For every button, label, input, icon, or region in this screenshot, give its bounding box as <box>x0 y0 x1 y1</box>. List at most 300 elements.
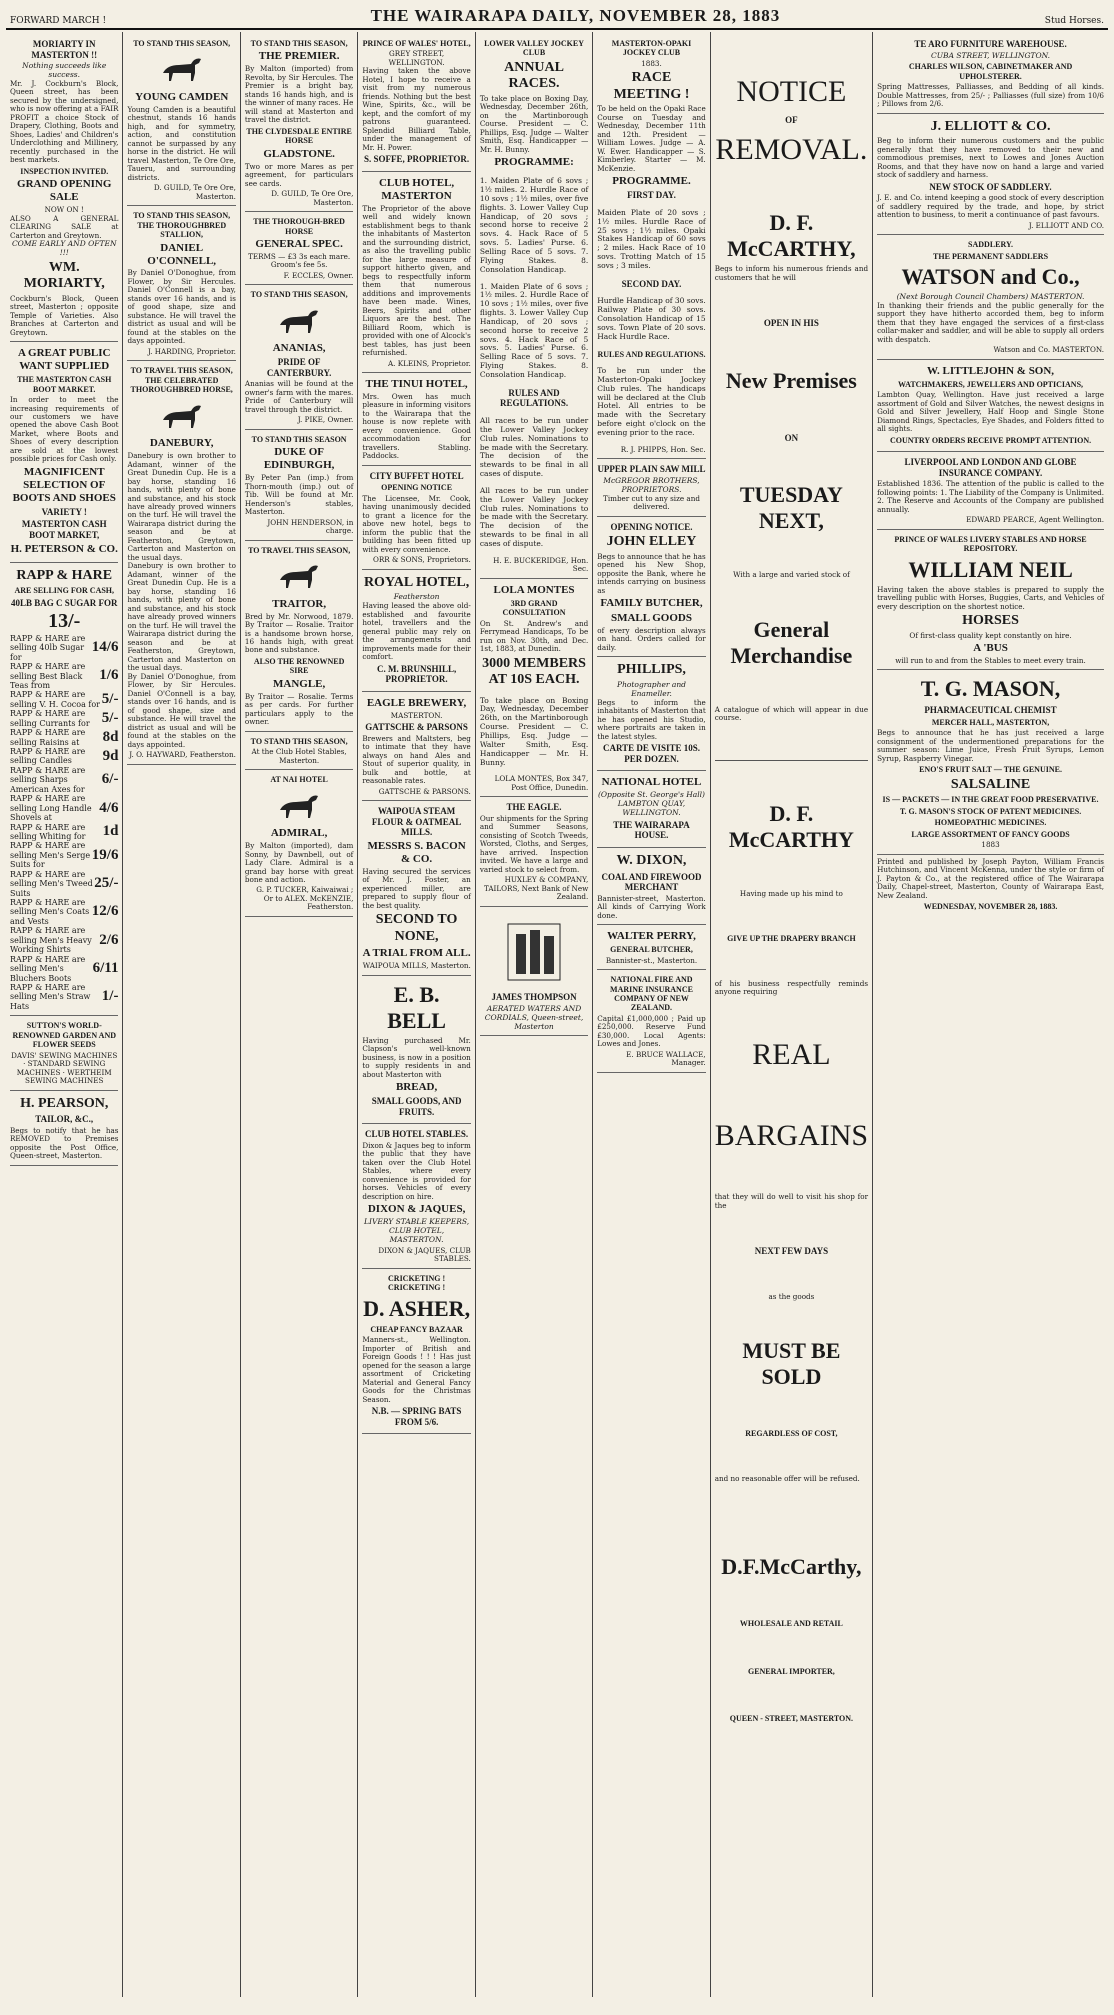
grand-opening-heading: GRAND OPENING SALE <box>17 178 112 204</box>
magnificent-selection: MAGNIFICENT SELECTION OF BOOTS AND SHOES <box>12 465 116 504</box>
club-stables-stallion-ad <box>245 732 353 770</box>
neil-stables-ad <box>877 530 1104 671</box>
royal-heading: ROYAL HOTEL, <box>363 574 470 590</box>
cash-boot-body: In order to meet the increasing requirements of our customers we have opened the above Cash Boot Market, where Boots and Shoes of every description are sold at the lowest possible prices for Cash only. <box>10 395 119 464</box>
traitor-name: TRAITOR, <box>272 597 327 610</box>
lola-body: On St. Andrew's and Ferrymead Handicaps, To be run on Nov. 30th, and Dec. 1st, 1883, at Dunedin. <box>479 618 589 654</box>
bell-body: Having purchased Mr. Clapson's well-known business, is now in a position to supply residents in and about Masterton with <box>362 1035 471 1079</box>
bell-ad <box>362 976 470 1125</box>
lola-conditions: To take place on Boxing Day, Wednesday, December 26th, on the Martinborough Course. President — C. Phillips, Esq. Judge — Walter Smith, Esq. Handicapper — Mr. H. Bunny. <box>479 695 589 767</box>
bacon-body: Having secured the services of Mr. J. Foster, an experienced miller, are prepared to supply flour of the best quality. <box>362 866 471 910</box>
phillips-body: Begs to inform the inhabitants of Masterton that he has opened his Studio, where portraits are taken in the latest styles. <box>597 697 706 741</box>
having-made-up: Having made up his mind to <box>739 888 843 898</box>
admiral-signature: G. P. TUCKER, Kaiwaiwai ; Or to ALEX. McKENZIE, Featherston. <box>256 885 354 912</box>
mangle-name: MANGLE, <box>273 677 326 690</box>
royal-hotel-ad <box>362 570 470 692</box>
price-label: RAPP & HARE are selling Men's Bluchers Boots <box>10 954 86 983</box>
waipoua-heading: WAIPOUA STEAM FLOUR & OATMEAL MILLS. <box>371 806 462 838</box>
opaki-programme: PROGRAMME. <box>612 175 691 188</box>
traitor-heading: TO TRAVEL THIS SEASON, <box>248 545 351 555</box>
rapp-hare-ad <box>10 563 118 1017</box>
price-value: 8d <box>102 728 119 745</box>
sugar-price: 13/- <box>48 610 81 633</box>
eagle-brewery-ad <box>362 692 470 801</box>
club-stables-heading: CLUB HOTEL STABLES. <box>365 1129 469 1140</box>
danebury-heading: TO TRAVEL THIS SEASON, THE CELEBRATED THOROUGHBRED HORSE, <box>130 366 233 395</box>
liverpool-heading: LIVERPOOL AND LONDON AND GLOBE INSURANCE COMPANY. <box>904 457 1077 478</box>
price-label: RAPP & HARE are selling Sharps American Axes for <box>10 765 86 794</box>
pearson-ad <box>10 1091 118 1166</box>
horse-illustration <box>274 560 324 590</box>
of-word: OF <box>785 115 798 126</box>
oconnell-ad <box>127 206 235 361</box>
public-want-heading: A GREAT PUBLIC WANT SUPPLIED <box>17 347 111 373</box>
wales-heading: PRINCE OF WALES' HOTEL, <box>362 39 471 48</box>
tuesday-next: TUESDAY NEXT, <box>739 482 843 534</box>
buffet-sub: OPENING NOTICE <box>381 483 453 493</box>
price-row <box>10 766 118 794</box>
aerated-water-illustration <box>504 914 564 984</box>
neil-name: WILLIAM NEIL <box>908 556 1073 582</box>
spec-signature: F. ECCLES, Owner. <box>283 270 354 280</box>
watson-ad <box>877 235 1104 360</box>
liverpool-signature: EDWARD PEARCE, Agent Wellington. <box>966 515 1104 525</box>
price-label: RAPP & HARE are selling Men's Straw Hats <box>10 982 91 1011</box>
mccarthy-name-3: D.F.McCarthy, <box>721 1554 862 1580</box>
price-label: RAPP & HARE are selling Men's Serge Suits for <box>10 841 91 870</box>
national-hotel-ad <box>597 771 705 848</box>
general-importer: GENERAL IMPORTER, <box>747 1666 835 1676</box>
general-spec-ad <box>245 212 353 285</box>
spec-heading: THE THOROUGH-BRED HORSE <box>253 217 345 236</box>
grand-opening-body: ALSO A GENERAL CLEARING SALE at Carterton and Greytown. <box>10 213 119 240</box>
w-dixon-body: Bannister-street, Masterton. All kinds of Carrying Work done. <box>597 893 706 920</box>
second-day-body: Hurdle Handicap of 30 sovs. Railway Plate of 30 sovs. Consolation Handicap of 15 sovs. Town Plate of 20 sovs. Hack Hurdle Race. <box>597 296 706 341</box>
on-word: ON <box>784 432 799 443</box>
price-label: RAPP & HARE are selling Long Handle Shovels at <box>10 794 92 823</box>
phillips-sub: Photographer and Enameller. <box>617 679 686 698</box>
come-early: COME EARLY AND OFTEN !!! <box>11 239 117 257</box>
perry-sub: GENERAL BUTCHER, <box>610 945 693 955</box>
danebury-signature: J. O. HAYWARD, Featherston. <box>129 750 236 760</box>
perry-heading: WALTER PERRY, <box>607 930 696 943</box>
cash-boot-market-ad <box>10 342 118 562</box>
small-goods-body: of every description always on hand. Orders called for daily. <box>597 626 706 652</box>
wales-location: GREY STREET, WELLINGTON. <box>388 49 445 67</box>
price-value: 9d <box>102 747 119 764</box>
price-value: 6/11 <box>92 959 119 976</box>
elley-heading: OPENING NOTICE. <box>610 521 693 532</box>
danebury-ad <box>127 361 235 764</box>
tinui-body: Mrs. Owen has much pleasure in informing visitors to the Wairarapa that the house is now replete with every convenience. Good accommodation for travellers. Stabling. Paddocks. <box>362 391 471 461</box>
fancy-goods: LARGE ASSORTMENT OF FANCY GOODS <box>911 829 1070 839</box>
reasonable-offer: and no reasonable offer will be refused. <box>714 1473 860 1483</box>
mangle-body: By Traitor — Rosalie. Terms as per cards. For further particulars apply to the owner. <box>244 691 354 727</box>
eagle-body: Brewers and Maltsters, beg to intimate that they have always on hand Ales and Stout of superior quality, in bulk and bottle, at reasonable rates. <box>362 733 471 786</box>
lola-montes-ad <box>480 579 588 798</box>
lola-signature: LOLA MONTES, Box 347, Post Office, Dunedin. <box>494 774 589 792</box>
price-value: 2/6 <box>99 931 119 948</box>
national-sub: (Opposite St. George's Hall) LAMBTON QUAY, WELLINGTON. <box>597 790 705 817</box>
bell-goods: SMALL GOODS, AND FRUITS. <box>371 1096 462 1117</box>
variety-heading: VARIETY ! <box>41 506 87 517</box>
programme-heading: PROGRAMME: <box>494 156 574 169</box>
general-merchandise: General Merchandise <box>730 616 853 668</box>
upper-plain-sawmill-ad <box>597 459 705 516</box>
danebury-body: Danebury is own brother to Adamant, winner of the Great Dunedin Cup. He is a bay horse, standing 16 hands, with plenty of bone and substance, and his stock have already proved winners on the turf. He will travel the Wairarapa district during the season and be at Featherston, Greytown, Carterton and Masterton on the usual days. <box>127 451 236 562</box>
asher-sub: CHEAP FANCY BAZAAR <box>370 1324 463 1334</box>
price-row <box>10 794 118 822</box>
bell-bread: BREAD, <box>395 1081 438 1094</box>
camden-body: Young Camden is a beautiful chestnut, stands 16 hands high, and for symmetry, action, and constitution cannot be surpassed by any horse in the district. He will travel Masterton, Te Ore Ore, Taueru, and surrounding districts. <box>127 104 236 182</box>
price-value: 25/- <box>94 875 119 891</box>
next-few-days: NEXT FEW DAYS <box>754 1246 829 1257</box>
salsaline-heading: SALSALINE <box>950 776 1031 792</box>
edinburgh-heading: TO STAND THIS SEASON <box>251 434 347 444</box>
moriarty-name: WM. MORIARTY, <box>23 259 105 292</box>
littlejohn-sub: WATCHMAKERS, JEWELLERS AND OPTICIANS, <box>898 379 1084 389</box>
annual-races: ANNUAL RACES. <box>504 59 564 92</box>
pride-of-canterbury: PRIDE OF CANTERBURY. <box>266 357 332 378</box>
admiral-heading: AT NAI HOTEL <box>270 775 328 785</box>
prince-of-wales-hotel-ad <box>362 34 470 172</box>
admiral-name: ADMIRAL, <box>270 827 328 840</box>
clydesdale-heading: THE CLYDESDALE ENTIRE HORSE <box>246 126 352 146</box>
notice-heading: NOTICE <box>736 75 847 108</box>
programme-body: 1. Maiden Plate of 6 sovs ; 1½ miles. 2. Hurdle Race of 10 sovs ; 1½ miles, over five flights. 3. Lower Valley Cup Handicap, of 20 sovs ; second horse to receive 2 sovs. 4. Hack Race of 5 sovs. 5. Ladies' Purse. 6. Selling Race of 5 sovs. 7. Flying Stakes. 8. Consolation Handicap. <box>479 176 589 274</box>
price-value: 4/6 <box>99 799 119 816</box>
mason-stock: T. G. MASON'S STOCK OF PATENT MEDICINES. <box>899 806 1082 816</box>
peterson-name: H. PETERSON & CO. <box>10 542 118 555</box>
perry-location: Bannister-st., Masterton. <box>605 955 698 965</box>
column-8 <box>873 32 1108 1997</box>
horses-heading: HORSES <box>962 613 1019 629</box>
eagle-tailor-heading: THE EAGLE. <box>506 802 562 813</box>
oconnell-body: By Daniel O'Donoghue, from Flower, by Sir Hercules. Daniel O'Connell is a bay, stands over 16 hands, and is of good shape, size and substance. He will travel the district as usual and will be found at the stables on the days appointed. <box>127 268 236 346</box>
neil-body: Having taken the above stables is prepared to supply the travelling public with Horses, Buggies, Carts, and Vehicles of every description on the shortest notice. <box>877 584 1104 611</box>
mason-location: MERCER HALL, MASTERTON, <box>931 718 1050 728</box>
mason-sub: PHARMACEUTICAL CHEMIST <box>924 705 1057 716</box>
club-hotel-body: The Proprietor of the above well and widely known establishment begs to thank the inhabitants of Masterton and the surrounding district, as also the travelling public for the large measure of support hitherto given, and begs to respectfully inform them that numerous additions and improvements have been made. Wines, Beers, Spirits and other Liquors are the best. The Billiard Room, which is provided with one of Alcock's best tables, has just been refurnished. <box>362 203 471 358</box>
masthead-right-heading: Stud Horses. <box>1044 16 1104 26</box>
national-insurance-ad <box>597 970 705 1073</box>
kleins-signature: A. KLEINS, Proprietor. <box>387 358 471 368</box>
eagle-signature: GATTSCHE & PARSONS. <box>378 786 471 796</box>
edinburgh-signature: JOHN HENDERSON, in charge. <box>267 517 354 536</box>
price-value: 5/- <box>101 709 119 726</box>
phillips-ad <box>597 657 705 771</box>
second-day: SECOND DAY. <box>621 278 682 289</box>
of-business: of his business respectfully reminds anyone requiring <box>714 978 869 997</box>
lola-heading: LOLA MONTES <box>493 583 575 596</box>
premier-heading: TO STAND THIS SEASON, <box>250 39 348 48</box>
price-label: RAPP & HARE are selling Candles <box>10 747 86 766</box>
mason-body: Begs to announce that he has just received a large consignment of the undermentioned preparations for the summer season: Lime Juice, Fresh Fruit Syrups, Lemon Syrup, Raspberry Vinegar. <box>877 728 1104 763</box>
ananias-signature: J. PIKE, Owner. <box>297 415 354 425</box>
price-row <box>10 841 118 869</box>
horse-illustration <box>157 53 207 83</box>
watson-heading: WATSON and Co., <box>901 264 1080 290</box>
price-value: 19/6 <box>91 846 119 863</box>
eagle-location: MASTERTON. <box>390 710 443 720</box>
premier-signature: D. GUILD, Te Ore Ore, Masterton. <box>271 189 354 207</box>
price-row <box>10 983 118 1011</box>
saddlery-body: J. E. and Co. intend keeping a good stock of every description of saddlery required by the trade, and hope, by strict attention to business, to merit a continuance of past favours. <box>877 193 1104 220</box>
horse-illustration <box>274 305 324 335</box>
pearson-trade: TAILOR, &C., <box>35 1114 94 1125</box>
price-row <box>10 870 118 898</box>
buffet-heading: CITY BUFFET HOTEL <box>369 470 464 481</box>
eagle-sub: GATTSCHE & PARSONS <box>365 722 468 733</box>
lola-sub: 3RD GRAND CONSULTATION <box>502 598 566 618</box>
horse-illustration <box>274 790 324 820</box>
small-goods: SMALL GOODS <box>610 612 692 625</box>
bell-heading: E. B. BELL <box>387 981 446 1033</box>
warehouse-location: CUBA STREET, WELLINGTON. <box>931 50 1051 60</box>
littlejohn-ad <box>877 360 1104 452</box>
sewing-machines: DAVIS' SEWING MACHINES · STANDARD SEWING MACHINES · WERTHEIM SEWING MACHINES <box>11 1050 118 1086</box>
watson-pre: THE PERMANENT SADDLERS <box>933 251 1049 261</box>
price-value: 5/- <box>101 690 119 707</box>
thompson-sub: AERATED WATERS AND CORDIALS, Queen-street, Masterton <box>484 1003 584 1031</box>
watson-signature: Watson and Co. MASTERTON. <box>993 345 1104 355</box>
eagle-tailor-body: Our shipments for the Spring and Summer Seasons, consisting of Scotch Tweeds, Worsted, Cloths, and Serges, have arrived. Inspection invited. We have a large and varied stock to select from. <box>479 813 589 874</box>
city-buffet-ad <box>362 466 470 570</box>
that-they: that they will do well to visit his shop for the <box>714 1192 869 1210</box>
price-row <box>10 690 118 709</box>
regardless-of-cost: REGARDLESS OF COST, <box>745 1429 838 1439</box>
camden-heading: TO STAND THIS SEASON, <box>133 39 231 48</box>
price-label: RAPP & HARE are selling Men's Tweed Suits <box>10 869 93 898</box>
w-dixon-sub: COAL AND FIREWOOD MERCHANT <box>601 871 702 893</box>
royal-body: Having leased the above old-established and favourite hotel, travellers and the general public may rely on the arrangements and improvements made for their comfort. <box>362 601 471 662</box>
with-stock: With a large and varied stock of <box>733 570 850 580</box>
price-row <box>10 955 118 983</box>
open-in-his: OPEN IN HIS <box>763 318 819 329</box>
wholesale-retail: WHOLESALE AND RETAIL <box>739 1619 843 1629</box>
mccarthy-name-1: D. F. McCARTHY, <box>727 210 856 262</box>
ananias-body: Ananias will be found at the owner's farm with the mares. Pride of Canterbury will travel through the district. <box>244 379 354 414</box>
opaki-rules-body: To be run under the Masterton-Opaki Jockey Club rules. The handicaps will be declared at the Club Hotel. All entries to be made with the Secretary before eight o'clock on the evening prior to the race. <box>597 366 706 437</box>
wales-body: Having taken the above Hotel, I hope to receive a visit from my numerous friends. Nothing but the best Wine, Spirits, &c., will be kept, and the comfort of my patrons guaranteed. Splendid Billiard Table, under the management of Mr. H. Power. <box>362 66 471 152</box>
price-label: RAPP & HARE are selling Currants for <box>10 709 90 728</box>
insurance-body: Capital £1,000,000 ; Paid up £250,000. Reserve Fund £30,000. Local Agents: Lowes and Jones. <box>597 1013 706 1049</box>
edinburgh-body: By Peter Pan (imp.) from Thorn-mouth (imp.) out of Tib. Will be found at Mr. Henderson's stables, Masterton. <box>244 473 354 517</box>
saddlery-sub: SADDLERY. <box>968 240 1014 250</box>
cricketing-heading: CRICKETING ! CRICKETING ! <box>388 1273 446 1293</box>
horse-illustration <box>157 400 207 430</box>
opaki-year: 1883. <box>641 58 662 68</box>
sugar-label: 40LB BAG C SUGAR FOR <box>10 597 118 608</box>
asher-body: Manners-st., Wellington. Importer of British and Foreign Goods ! ! ! Has just opened for the season a large assortment of Cricketing Material and General Fancy Goods for the Christmas Season. <box>362 1335 471 1404</box>
new-saddlery: NEW STOCK OF SADDLERY. <box>929 181 1052 192</box>
dixon-jaques-signature: DIXON & JAQUES, CLUB STABLES. <box>378 1245 471 1264</box>
club-hotel-heading: CLUB HOTEL, MASTERTON <box>378 176 455 202</box>
moriarty-heading: MORIARTY IN MASTERTON !! <box>31 39 98 60</box>
traitor-ad <box>245 541 353 732</box>
oconnell-name: DANIEL O'CONNELL, <box>147 241 217 267</box>
club-stallion-heading: TO STAND THIS SEASON, <box>250 736 348 746</box>
jockey-body: To take place on Boxing Day, Wednesday, December 26th, on the Martinborough Course. President — C. Phillips, Esq. Judge — Walter Smith, Esq. Handicapper — Mr. H. Bunny. <box>479 93 589 154</box>
danebury-body-continued: Danebury is own brother to Adamant, winner of the Great Dunedin Cup. He is a bay horse, standing 16 hands, with plenty of bone and substance, and his stock have already proved winners on the turf. He will travel the Wairarapa district during the season and be at Featherston, Greytown, Carterton and Masterton on the usual days. <box>127 561 236 673</box>
price-label: RAPP & HARE are selling Men's Heavy Working Shirts <box>10 926 92 955</box>
ananias-heading: TO STAND THIS SEASON, <box>250 290 348 300</box>
column-5 <box>476 32 593 1997</box>
camden-name: YOUNG CAMDEN <box>135 90 229 103</box>
tinui-heading: THE TINUI HOTEL, <box>365 378 468 390</box>
race-meeting: RACE MEETING ! <box>613 70 690 102</box>
te-aro-furniture-ad <box>877 34 1104 114</box>
asher-ad <box>362 1269 470 1434</box>
lola-members: 3000 MEMBERS AT 10S EACH. <box>482 655 586 688</box>
elley-ad <box>597 517 705 658</box>
mason-heading: T. G. MASON, <box>920 676 1061 702</box>
opaki-races-ad <box>597 34 705 459</box>
elley-body: Begs to announce that he has opened his New Shop, opposite the Bank, where he intends carrying on business as <box>597 551 706 595</box>
as-the-goods: as the goods <box>768 1291 815 1301</box>
gladstone-name: GLADSTONE. <box>263 147 335 160</box>
price-row <box>10 634 118 662</box>
club-stallion-body: At the Club Hotel Stables, Masterton. <box>251 747 347 765</box>
grand-opening-sub: NOW ON ! <box>44 205 84 215</box>
young-camden-ad <box>127 34 235 206</box>
column-2 <box>123 32 240 1997</box>
imprint-text: Printed and published by Joseph Payton, William Francis Hutchinson, and Vincent McKenna, under the style or firm of J. Payton & Co., at the registered office of The Wairarapa Daily, Chapel-street, Masterton, County of Wairarapa East, New Zealand. <box>877 856 1104 900</box>
price-row <box>10 728 118 747</box>
neil-heading: PRINCE OF WALES LIVERY STABLES AND HORSE REPOSITORY. <box>894 534 1087 554</box>
thompson-ad <box>480 907 588 1037</box>
price-value: 1/6 <box>99 667 119 684</box>
first-day: FIRST DAY. <box>627 190 676 201</box>
watson-sub: (Next Borough Council Chambers) MASTERTON. <box>896 292 1085 302</box>
admiral-ad <box>245 770 353 917</box>
price-value: 1/- <box>101 988 119 1005</box>
dixon-jaques-heading: DIXON & JAQUES, <box>367 1203 466 1216</box>
price-value: 1d <box>102 823 119 840</box>
oconnell-signature: J. HARDING, Proprietor. <box>147 346 236 356</box>
newspaper-title: THE WAIRARAPA DAILY, NOVEMBER 28, 1883 <box>370 6 781 25</box>
price-value: 6/- <box>101 771 119 788</box>
sutton-seeds: SUTTON'S WORLD-RENOWNED GARDEN AND FLOWER SEEDS <box>12 1021 116 1050</box>
phillips-heading: PHILLIPS, <box>617 662 686 678</box>
price-row <box>10 898 118 926</box>
newspaper-columns <box>6 32 1108 1997</box>
premier-ad <box>245 34 353 212</box>
perry-ad <box>597 925 705 970</box>
wairarapa-house: THE WAIRARAPA HOUSE. <box>613 819 690 841</box>
price-row <box>10 823 118 842</box>
huxley-signature: HUXLEY & COMPANY, TAILORS, Next Bank of New Zealand. <box>483 875 589 902</box>
danebury-pedigree: By Daniel O'Donoghue, from Flower, by Sir Hercules. Daniel O'Connell is a bay, stands over 16 hands, and is of good shape, size and substance. He will travel the district as usual and will be found at the stables on the days appointed. <box>127 671 236 749</box>
traitor-body: Bred by Mr. Norwood, 1879. By Traitor — Rosalie. Traitor is a handsome brown horse, 16 hands high, with great bone and substance. <box>244 611 354 655</box>
price-value: 12/6 <box>91 903 119 920</box>
give-up-drapery: GIVE UP THE DRAPERY BRANCH <box>727 934 856 944</box>
elliott-signature: J. ELLIOTT AND CO. <box>1028 220 1104 230</box>
littlejohn-body: Lambton Quay, Wellington. Have just received a large assortment of Gold and Silver Watches, the newest designs in Gold and Silver Jewellery, Half Hoop and Single Stone Diamond Rings, Spectacles, Eye Shades, and Folders fitted to all sights. <box>877 390 1104 434</box>
rapp-hare-price-list <box>10 634 118 1012</box>
mangle-heading: ALSO THE RENOWNED SIRE <box>253 656 345 676</box>
price-label: RAPP & HARE are selling Whiting for <box>10 822 86 841</box>
first-day-body: Maiden Plate of 20 sovs ; 1½ miles. Hurdle Race of 25 sovs ; 1½ miles. Opaki Stakes Handicap of 60 sovs ; 2 miles. Hack Race of 10 sovs. Trotting Match of 15 sovs ; 3 miles. <box>597 207 706 270</box>
price-row <box>10 747 118 766</box>
admiral-body: By Malton (imported), dam Sonny, by Dawnbell, out of Lady Clare. Admiral is a grand bay horse with great bone and action. <box>244 841 354 884</box>
queen-street: QUEEN - STREET, MASTERTON. <box>729 1714 854 1723</box>
masthead <box>6 6 1108 30</box>
opaki-heading: MASTERTON-OPAKI JOCKEY CLUB <box>611 39 692 58</box>
price-row <box>10 662 118 690</box>
pearson-body: Begs to notify that he has REMOVED to Premises opposite the Post Office, Queen-street, Masterton. <box>10 1125 119 1161</box>
wilson-heading: CHARLES WILSON, CABINETMAKER AND UPHOLSTERER. <box>908 62 1073 81</box>
pearson-name: H. PEARSON, <box>20 1095 109 1111</box>
mason-chemist-ad <box>877 670 1104 854</box>
dixon-jaques-sub: LIVERY STABLE KEEPERS, CLUB HOTEL, MASTERTON. <box>364 1217 470 1245</box>
oconnell-heading: TO STAND THIS SEASON, THE THOROUGHBRED STALLION, <box>133 211 231 240</box>
asher-heading: D. ASHER, <box>363 1295 471 1321</box>
opaki-signature: R. J. PHIPPS, Hon. Sec. <box>620 444 706 454</box>
rapp-hare-heading: RAPP & HARE <box>16 567 113 583</box>
sawmill-heading: UPPER PLAIN SAW MILL <box>597 464 706 475</box>
rapp-hare-sub: ARE SELLING FOR CASH, <box>14 586 115 596</box>
homeopathic: HOMEOPATHIC MEDICINES. <box>934 818 1047 828</box>
bus-body: will run to and from the Stables to meet every train. <box>895 656 1086 665</box>
bacon-heading: MESSRS S. BACON & CO. <box>367 840 466 865</box>
moriarty-body: Mr. J. Cockburn's Block, Queen street, has been secured by the undersigned, who is now offering at a FAIR PROFIT a choice Stock of Drapery, Clothing, Boots and Shoes, Ladies' and Children's Underclothing and Millinery, recently purchased in the best markets. <box>10 78 119 165</box>
duke-of-edinburgh-ad <box>245 430 353 541</box>
country-orders: COUNTRY ORDERS RECEIVE PROMPT ATTENTION. <box>889 435 1092 445</box>
trial-from-all: A TRIAL FROM ALL. <box>362 947 471 960</box>
price-value: 14/6 <box>91 639 119 656</box>
gladstone-body: Two or more Mares as per agreement, for particulars see cards. <box>244 161 354 188</box>
danebury-name: DANEBURY, <box>149 437 214 450</box>
waipoua-signature: WAIPOUA MILLS, Masterton. <box>362 961 471 971</box>
sawmill-body: Timber cut to any size and delivered. <box>603 493 700 512</box>
buffet-signature: ORR & SONS, Proprietors. <box>372 555 471 565</box>
rules-heading: RULES AND REGULATIONS. <box>499 387 569 409</box>
eagle-heading: EAGLE BREWERY, <box>366 696 467 709</box>
lower-valley-races-ad <box>480 34 588 579</box>
tinui-hotel-ad <box>362 373 470 466</box>
ananias-name: ANANIAS, <box>272 342 326 355</box>
club-stables-body: Dixon & Jaques beg to inform the public that they have taken over the Club Hotel Stables, where every convenience is provided for horses. Vehicles of every description on hire. <box>362 1140 471 1201</box>
moriarty-ad <box>10 34 118 342</box>
w-dixon-ad <box>597 848 705 925</box>
bargains-heading: BARGAINS <box>714 1118 869 1152</box>
family-butcher: FAMILY BUTCHER, <box>600 597 703 610</box>
moriarty-inspect: INSPECTION INVITED. <box>20 166 109 176</box>
wilson-body: Spring Mattresses, Palliasses, and Bedding of all kinds. Double Mattresses, from 25/- ; Palliasses (full size) from 10/6 ; Pillows from 2/6. <box>877 82 1104 109</box>
watson-body: In thanking their friends and the public generally for the support they have hitherto accorded them, beg to inform them that they have engaged the services of a first-class collar-maker and saddler, and will be able to supply all orders with despatch. <box>877 300 1104 344</box>
opaki-rules-heading: RULES AND REGULATIONS. <box>597 349 706 359</box>
catalogue-notice: A catalogue of which will appear in due course. <box>714 704 869 723</box>
removal-heading: REMOVAL. <box>715 133 868 166</box>
ananias-ad <box>245 285 353 430</box>
premier-body: By Malton (imported) from Revolta, by Sir Hercules. The Premier is a bright bay, stands 16 hands high, and is the winner of many races. He will stand at Masterton and travel the district. <box>244 64 354 125</box>
jockey-club-heading: LOWER VALLEY JOCKEY CLUB <box>484 39 584 58</box>
second-to-none: SECOND TO NONE, <box>375 912 458 944</box>
elley-name: JOHN ELLEY <box>606 534 697 550</box>
column-6 <box>593 32 710 1997</box>
column-4 <box>358 32 475 1997</box>
price-label: RAPP & HARE are selling Best Black Teas from <box>10 662 86 690</box>
price-row <box>10 926 118 954</box>
cash-boot-signature: MASTERTON CASH BOOT MARKET, <box>21 519 107 541</box>
must-be-sold: MUST BE SOLD <box>742 1338 841 1390</box>
spec-terms: TERMS — £3 3s each mare. Groom's fee 5s. <box>248 251 351 270</box>
fancy-year: 1883 <box>981 840 1000 850</box>
carte-de-visite: CARTE DE VISITE 10S. PER DOZEN. <box>602 743 701 764</box>
w-dixon-heading: W. DIXON, <box>616 853 687 869</box>
cash-boot-heading: THE MASTERTON CASH BOOT MARKET. <box>17 375 112 394</box>
